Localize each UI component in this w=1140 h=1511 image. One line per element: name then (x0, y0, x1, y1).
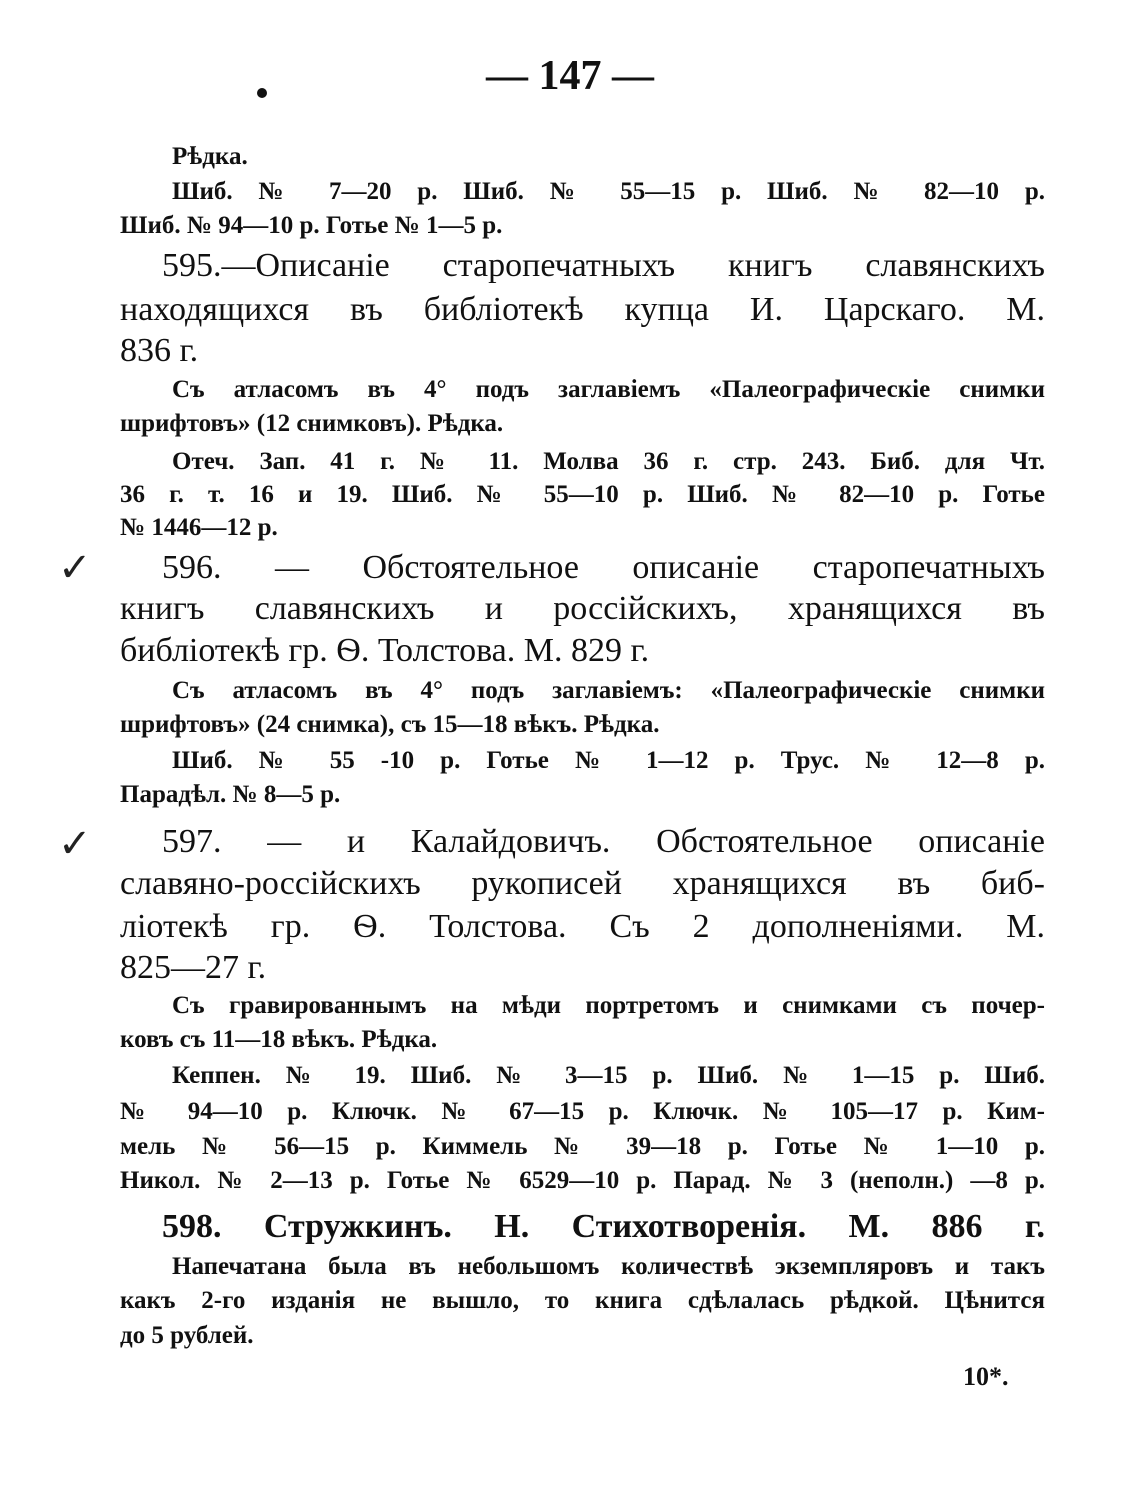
text-line: шрифтовъ» (24 снимка), съ 15—18 вѣкъ. Рѣдка. (120, 711, 660, 738)
text-line: 36 г. т. 16 и 19. Шиб. № 55—10 р. Шиб. № 82—10 р. Готье (120, 481, 1045, 508)
text-line: мель № 56—15 р. Киммель № 39—18 р. Готье № 1—10 р. (120, 1133, 1045, 1160)
text-line: Съ атласомъ въ 4° подъ заглавіемъ: «Палеографическіе снимки (172, 677, 1045, 704)
text-line: книгъ славянскихъ и россійскихъ, хранящихся въ (120, 590, 1045, 627)
text-line: Парадѣл. № 8—5 р. (120, 781, 341, 808)
text-line: 836 г. (120, 332, 199, 369)
text-line: 825—27 г. (120, 949, 267, 986)
check-mark-icon: ✓ (58, 545, 92, 590)
text-line: Шиб. № 94—10 р. Готье № 1—5 р. (120, 212, 503, 239)
text-line: ковъ съ 11—18 вѣкъ. Рѣдка. (120, 1026, 438, 1053)
text-line: Никол. № 2—13 р. Готье № 6529—10 р. Парад. № 3 (неполн.) —8 р. (120, 1167, 1045, 1194)
page-number: — 147 — (486, 53, 654, 99)
entry-598-heading: 598. Стружкинъ. Н. Стихотворенія. М. 886 г. (162, 1208, 1045, 1245)
text-line: библіотекѣ гр. Ѳ. Толстова. М. 829 г. (120, 632, 650, 669)
text-line: Кеппен. № 19. Шиб. № 3—15 р. Шиб. № 1—15 р. Шиб. (172, 1062, 1045, 1089)
text-line: какъ 2-го изданія не вышло, то книга сдѣлалась рѣдкой. Цѣнится (120, 1287, 1045, 1314)
text-line: славяно-россійскихъ рукописей хранящихся въ биб- (120, 865, 1045, 902)
entry-596-heading: 596. — Обстоятельное описаніе старопечатныхъ (162, 549, 1045, 586)
text-line: Шиб. № 55 -10 р. Готье № 1—12 р. Трус. № 12—8 р. (172, 747, 1045, 774)
text-line: № 1446—12 р. (120, 514, 278, 541)
entry-595-heading: 595.—Описаніе старопечатныхъ книгъ славянскихъ (162, 247, 1045, 284)
text-line: Шиб. № 7—20 р. Шиб. № 55—15 р. Шиб. № 82—10 р. (172, 178, 1045, 205)
printer-signature: 10*. (963, 1362, 1009, 1391)
text-line: Съ атласомъ въ 4° подъ заглавіемъ «Палеографическіе снимки (172, 376, 1045, 403)
text-line: Съ гравированнымъ на мѣди портретомъ и снимками съ почер- (172, 992, 1045, 1019)
text-line: шрифтовъ» (12 снимковъ). Рѣдка. (120, 410, 504, 437)
text-line: находящихся въ библіотекѣ купца И. Царскаго. М. (120, 291, 1045, 328)
text-line: Рѣдка. (172, 143, 248, 170)
check-mark-icon: ✓ (58, 821, 92, 866)
text-line: Напечатана была въ небольшомъ количествѣ экземпляровъ и такъ (172, 1253, 1045, 1280)
text-line: ліотекѣ гр. Ѳ. Толстова. Съ 2 дополненіями. М. (120, 908, 1045, 945)
text-line: до 5 рублей. (120, 1322, 254, 1349)
text-line: Отеч. Зап. 41 г. № 11. Молва 36 г. стр. 243. Биб. для Чт. (172, 448, 1045, 475)
entry-597-heading: 597. — и Калайдовичъ. Обстоятельное описаніе (162, 823, 1045, 860)
text-line: № 94—10 р. Ключк. № 67—15 р. Ключк. № 105—17 р. Ким- (120, 1098, 1045, 1125)
